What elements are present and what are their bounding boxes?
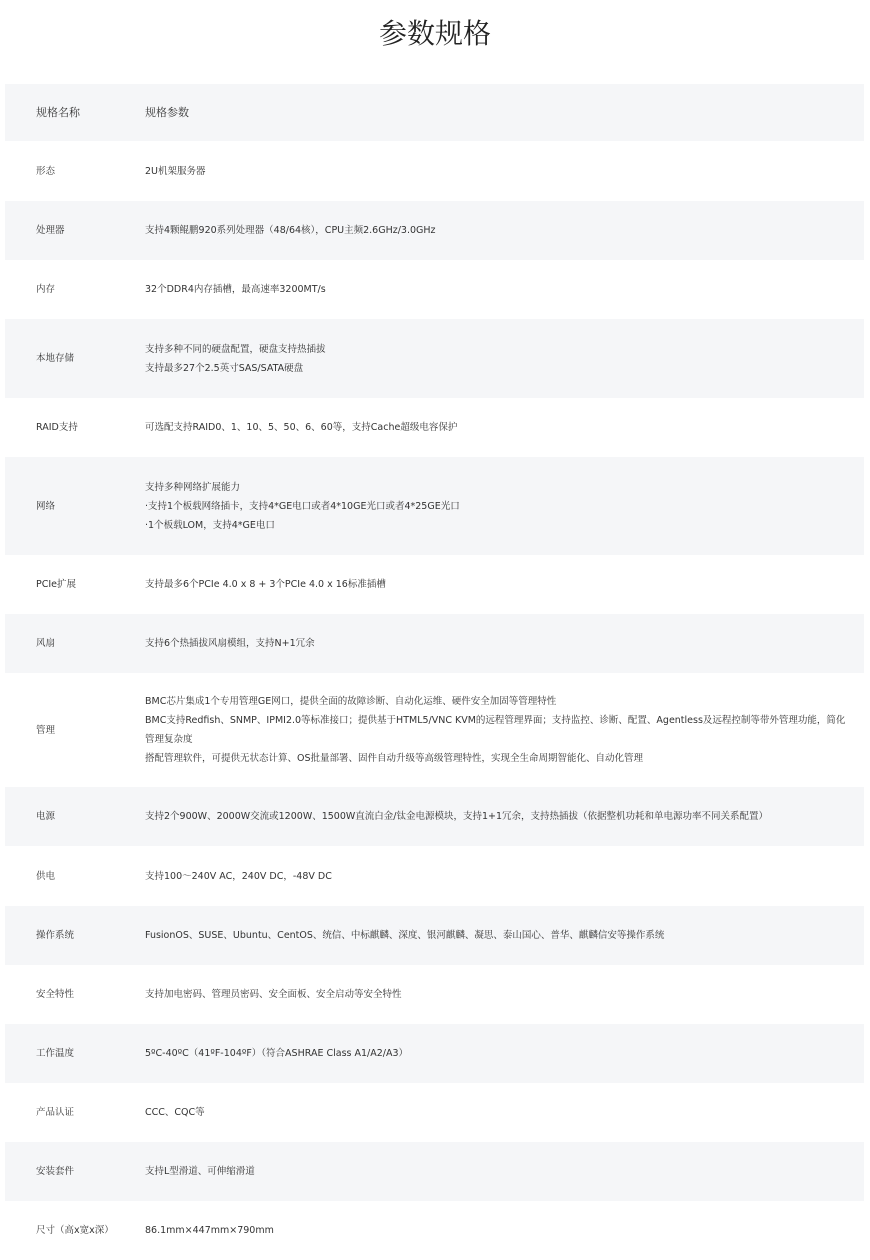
spec-table-body [5, 84, 864, 1260]
spec-name: 内存 [36, 284, 56, 295]
spec-row [5, 614, 864, 673]
spec-name: 尺寸（高x宽x深） [36, 1225, 114, 1236]
spec-value [145, 319, 864, 398]
spec-value-line: CCC、CQC等 [145, 1107, 205, 1118]
spec-name: 安装套件 [36, 1166, 75, 1177]
page-title: 参数规格 [378, 17, 491, 50]
spec-value [145, 555, 864, 614]
spec-value-line: 支持L型滑道、可伸缩滑道 [145, 1166, 255, 1177]
spec-value-line: BMC支持Redfish、SNMP、IPMI2.0等标准接口；提供基于HTML5/VNC KVM的远程管理界面；支持监控、诊断、配置、Agentless及远程控制等带外管理功能，简化管理复杂度 [145, 715, 846, 745]
spec-value [145, 787, 864, 846]
spec-table-header-row [5, 84, 864, 141]
spec-name: 风扇 [36, 638, 56, 649]
spec-value [145, 1201, 864, 1260]
spec-value-line: 可选配支持RAID0、1、10、5、50、6、60等，支持Cache超级电容保护 [145, 422, 458, 433]
spec-row [5, 260, 864, 319]
spec-name: 电源 [36, 811, 56, 822]
spec-row [5, 1024, 864, 1083]
spec-name: RAID支持 [36, 422, 78, 433]
spec-value [145, 1083, 864, 1142]
header-value: 规格参数 [145, 106, 189, 119]
spec-table [5, 84, 864, 1260]
spec-value [145, 1024, 864, 1083]
spec-name: 安全特性 [36, 989, 75, 1000]
spec-value-line: 86.1mm×447mm×790mm [145, 1225, 274, 1236]
spec-row [5, 1201, 864, 1260]
spec-value [145, 201, 864, 260]
spec-name: 形态 [36, 165, 56, 177]
spec-value-line: ·支持1个板载网络插卡，支持4*GE电口或者4*10GE光口或者4*25GE光口 [145, 500, 460, 512]
spec-value [145, 965, 864, 1024]
spec-name: 处理器 [36, 225, 65, 236]
spec-name: 产品认证 [36, 1107, 75, 1118]
spec-name: 工作温度 [36, 1048, 75, 1059]
spec-value-line: 支持最多27个2.5英寸SAS/SATA硬盘 [145, 362, 304, 374]
spec-value-line: 32个DDR4内存插槽，最高速率3200MT/s [145, 284, 326, 295]
spec-value-line: 支持加电密码、管理员密码、安全面板、安全启动等安全特性 [145, 989, 402, 1000]
spec-row [5, 1142, 864, 1201]
spec-value [145, 906, 864, 965]
spec-value [145, 673, 864, 787]
spec-value [145, 614, 864, 673]
spec-name: 供电 [36, 870, 56, 882]
spec-row [5, 141, 864, 201]
spec-value [145, 260, 864, 319]
spec-value-line: 支持多种不同的硬盘配置，硬盘支持热插拔 [145, 343, 326, 355]
spec-name: PCIe扩展 [36, 579, 77, 590]
spec-value-line: 支持多种网络扩展能力 [145, 481, 241, 493]
spec-value-line: 支持2个900W、2000W交流或1200W、1500W直流白金/钛金电源模块，支持1+1冗余，支持热插拔（依据整机功耗和单电源功率不同关系配置） [145, 811, 769, 822]
spec-value [145, 1142, 864, 1201]
spec-value [145, 846, 864, 906]
spec-row [5, 787, 864, 846]
spec-row [5, 555, 864, 614]
spec-row [5, 906, 864, 965]
spec-value-line: ·1个板载LOM，支持4*GE电口 [145, 519, 275, 531]
header-name: 规格名称 [36, 106, 80, 119]
spec-value-line: 支持100～240V AC，240V DC，-48V DC [145, 870, 332, 882]
spec-value-line: 支持最多6个PCIe 4.0 x 8 + 3个PCIe 4.0 x 16标准插槽 [145, 579, 386, 590]
spec-name: 本地存储 [36, 353, 75, 364]
spec-value-line: BMC芯片集成1个专用管理GE网口，提供全面的故障诊断、自动化运维、硬件安全加固等管理特性 [145, 696, 557, 707]
spec-row [5, 1083, 864, 1142]
spec-value-line: 搭配管理软件，可提供无状态计算、OS批量部署、固件自动升级等高级管理特性，实现全生命周期智能化、自动化管理 [145, 753, 644, 764]
spec-row [5, 319, 864, 398]
spec-value-line: 支持6个热插拔风扇模组，支持N+1冗余 [145, 638, 315, 649]
spec-value [145, 398, 864, 457]
spec-row [5, 398, 864, 457]
spec-name: 管理 [36, 724, 56, 736]
spec-value-line: 支持4颗鲲鹏920系列处理器（48/64核），CPU主频2.6GHz/3.0GHz [145, 225, 436, 236]
spec-value-line: 2U机架服务器 [145, 165, 206, 177]
spec-name: 网络 [36, 500, 56, 512]
spec-value [145, 141, 864, 201]
spec-value-line: 5ºC-40ºC（41ºF-104ºF）（符合ASHRAE Class A1/A2/A3） [145, 1048, 409, 1059]
spec-row [5, 673, 864, 787]
spec-name: 操作系统 [36, 930, 75, 941]
spec-value [145, 457, 864, 555]
spec-value-line: FusionOS、SUSE、Ubuntu、CentOS、统信、中标麒麟、深度、银河麒麟、凝思、泰山国心、普华、麒麟信安等操作系统 [145, 930, 665, 941]
spec-row [5, 965, 864, 1024]
spec-row [5, 457, 864, 555]
spec-row [5, 846, 864, 906]
spec-row [5, 201, 864, 260]
